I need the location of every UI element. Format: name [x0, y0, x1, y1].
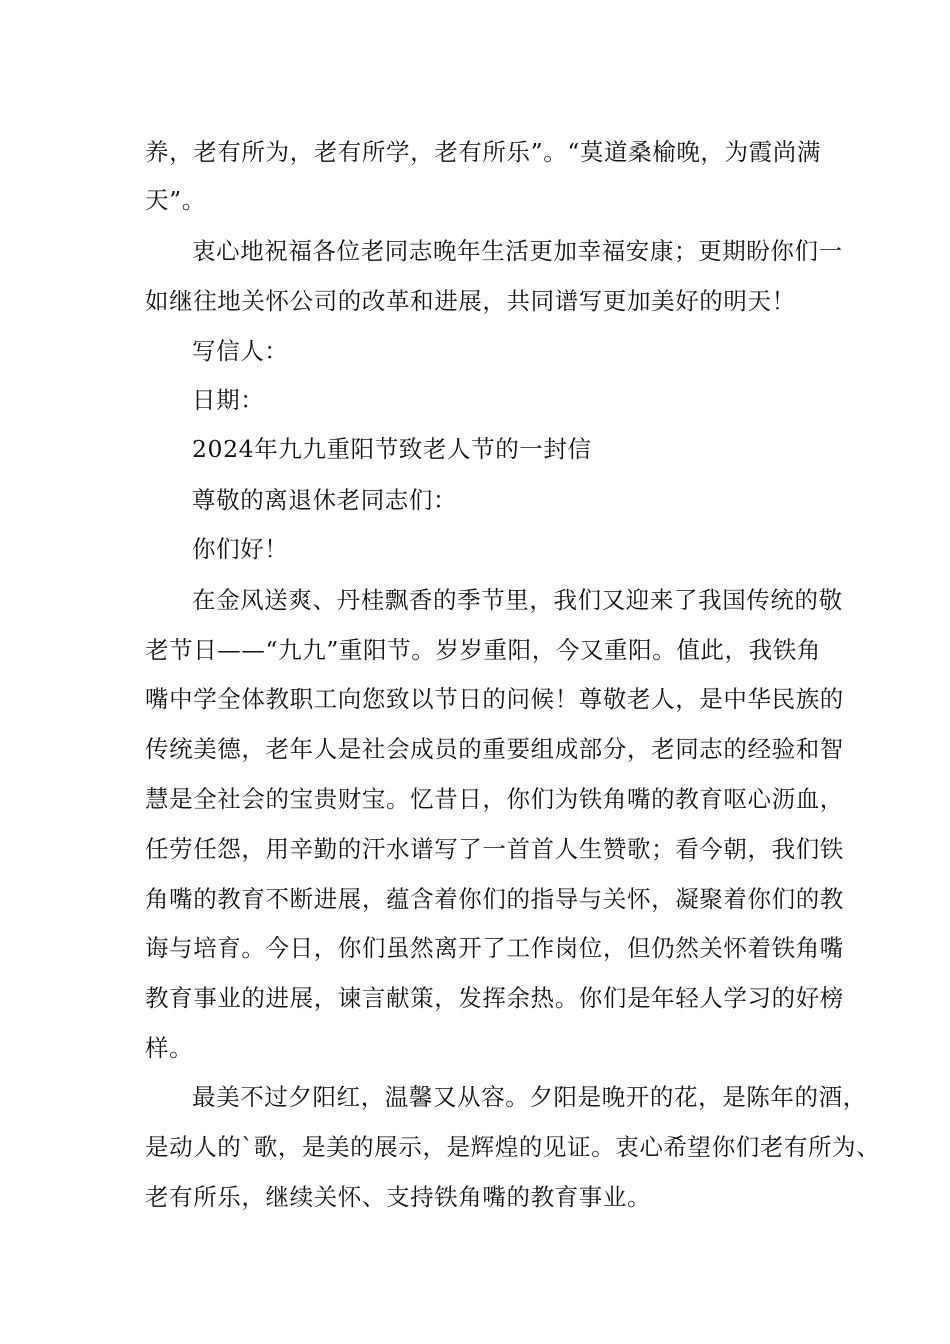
greeting: 你们好！ — [192, 535, 289, 563]
paragraph-line: 在金风送爽、丹桂飘香的季节里，我们又迎来了我国传统的敬 — [192, 586, 843, 614]
paragraph-line: 教育事业的进展，谏言献策，发挥余热。你们是年轻人学习的好榜 — [145, 984, 844, 1012]
letter-title: 2024年九九重阳节致老人节的一封信 — [192, 435, 592, 463]
paragraph-line: 老有所乐，继续关怀、支持铁角嘴的教育事业。 — [145, 1183, 652, 1211]
paragraph-line: 慧是全社会的宝贵财宝。忆昔日，你们为铁角嘴的教育呕心沥血， — [145, 785, 844, 813]
paragraph-line: 任劳任怨，用辛勤的汗水谱写了一首首人生赞歌；看今朝，我们铁 — [145, 835, 844, 863]
paragraph-line: 如继往地关怀公司的改革和进展，共同谱写更加美好的明天！ — [145, 287, 796, 315]
paragraph-line: 是动人的`歌，是美的展示，是辉煌的见证。衷心希望你们老有所为、 — [145, 1133, 881, 1161]
paragraph-line: 养，老有所为，老有所学，老有所乐”。“莫道桑榆晚，为霞尚满 — [145, 138, 821, 166]
paragraph-line: 衷心地祝福各位老同志晚年生活更加幸福安康；更期盼你们一 — [192, 237, 843, 265]
paragraph-line: 传统美德，老年人是社会成员的重要组成部分，老同志的经验和智 — [145, 735, 844, 763]
paragraph-line: 样。 — [145, 1034, 194, 1062]
paragraph-line: 角嘴的教育不断进展，蕴含着你们的指导与关怀，凝聚着你们的教 — [145, 885, 844, 913]
paragraph-line: 嘴中学全体教职工向您致以节日的问候！尊敬老人，是中华民族的 — [145, 685, 844, 713]
paragraph-line: 天”。 — [145, 186, 206, 214]
paragraph-line: 老节日——“九九”重阳节。岁岁重阳，今又重阳。值此，我铁角 — [145, 636, 821, 664]
date-label: 日期： — [192, 386, 265, 414]
paragraph-line: 最美不过夕阳红，温馨又从容。夕阳是晚开的花，是陈年的酒， — [192, 1083, 867, 1111]
signature-label: 写信人： — [192, 337, 289, 365]
salutation: 尊敬的离退休老同志们： — [192, 486, 458, 514]
paragraph-line: 诲与培育。今日，你们虽然离开了工作岗位，但仍然关怀着铁角嘴 — [145, 934, 844, 962]
